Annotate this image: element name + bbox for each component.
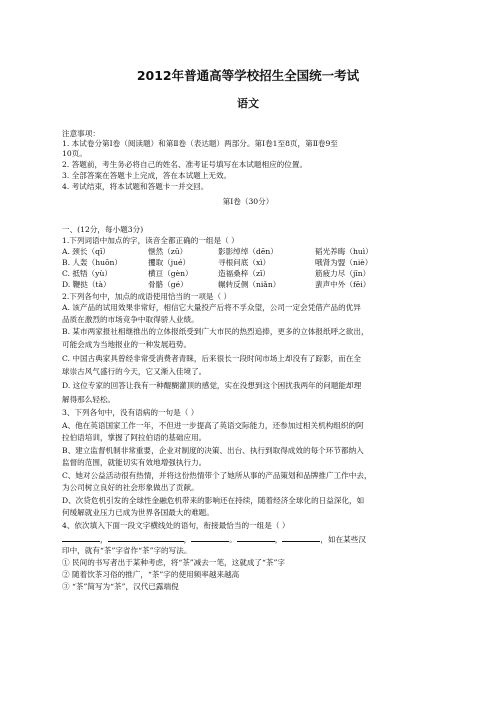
- answer-blank: [146, 533, 184, 542]
- q4-line: 印中，就有“茶”字省作“茶”字的写法。: [62, 546, 192, 555]
- q1-option-d: D. 鞭挞（tà）: [62, 280, 111, 289]
- q4-line: ② 随着饮茶习俗的推广，“茶”字的使用频率越来越高: [62, 570, 240, 579]
- q2-line: A. 该产品的试用效果非常好，相信它大量投产后将不孚众望，公司一定会凭借产品的优异: [62, 303, 361, 312]
- q3-line: A、他在英语国家工作一年，不但进一步提高了英语交际能力，还参加过相关机构组织的阿: [62, 421, 364, 430]
- subject-title: 语文: [237, 97, 259, 110]
- q2-line: D. 这位专家的回答让我有一种醍醐灌顶的感觉，实在没想到这个困扰我两年的问题能却理: [62, 381, 362, 390]
- question-2-stem: 2.下列各句中，加点的成语使用恰当的一项是（ ）: [62, 292, 232, 301]
- q4-blank-tail: ，如在某些汉: [320, 535, 366, 544]
- note-item: 2. 答题前，考生务必将自己的姓名、准考证号填写在本试题相应的位置。: [62, 160, 308, 169]
- answer-blank: [191, 533, 229, 542]
- q1-option-b-4: 哦肾为盟（niè）: [315, 258, 373, 267]
- answer-blank: [237, 533, 275, 542]
- note-item: 3. 全部答案在答题卡上完成，答在本试题上无效。: [62, 171, 232, 180]
- q3-line: 拉伯语培训，掌握了阿拉伯语的基础应用。: [62, 433, 207, 442]
- q2-line: C. 中国古典家具曾经非常受消费者青睐，后来很长一段时间市场上却没有了踪影，而在全: [62, 354, 361, 363]
- question-4-stem: 4、依次填入下面一段文字横线处的语句，衔接最恰当的一组是（ ）: [62, 521, 290, 530]
- q1-option-b-2: 攫取（jué）: [148, 258, 191, 267]
- q2-line: 球崇古风气盛行的今天，它又渐入佳境了。: [62, 367, 207, 376]
- q1-option-a: A. 颈长（qǐ）: [62, 247, 110, 256]
- q3-line: C、她对公益活动很有热情，并将这份热情带个了她所从事的产品策划和品牌推广工作中去，: [62, 471, 372, 480]
- question-1-stem: 1.下列词语中加点的字，读音全都正确的一组是（ ）: [62, 236, 239, 245]
- notes-heading: 注意事项：: [62, 129, 100, 138]
- answer-blank: [108, 533, 146, 542]
- section-heading: 第Ⅰ卷（30分）: [222, 197, 274, 206]
- q3-line: 为公司树立良好的社会形象做出了贡献。: [62, 483, 199, 492]
- exam-title: 2012年普通高等学校招生全国统一考试: [136, 68, 360, 83]
- q1-option-b: B. 人轰（huōn）: [62, 258, 123, 267]
- q1-option-a-2: 惬然（zū）: [148, 247, 188, 256]
- question-3-stem: 3、下列各句中，没有语病的一句是（ ）: [62, 408, 199, 417]
- note-item: 1. 本试卷分第Ⅰ卷（阅读题）和第Ⅱ卷（表达题）两部分。第Ⅰ卷1至8页，第Ⅱ卷9至: [62, 139, 338, 148]
- q2-line: 解得那么轻松。: [62, 395, 116, 404]
- q1-option-b-3: 寻根问底（xì）: [218, 258, 271, 267]
- note-item: 4. 考试结束，将本试题和答题卡一并交回。: [62, 182, 209, 191]
- answer-blank: [62, 533, 100, 542]
- q2-line: B. 某市两家报社相继推出的立体报纸受到广大市民的热烈追捧，更多的立体报纸呼之欲出，: [62, 327, 369, 336]
- q3-line: 监督的范围，就能切实有效地增强执行力。: [62, 458, 207, 467]
- q1-option-c-3: 造福桑梓（zǐ）: [218, 269, 270, 278]
- q2-line: 品质在激烈的市场竞争中取得骄人业绩。: [62, 315, 199, 324]
- q1-option-a-4: 韬光养晦（huì）: [315, 247, 373, 256]
- q3-line: D、次贷危机引发的全球性金融危机带来的影响还在持续，随着经济全球化的日益深化，如: [62, 496, 365, 505]
- q4-blanks-line: ， ， 。 ， ，如在某些汉: [62, 533, 442, 545]
- q4-line: ③ “茶”简写为“茶”，汉代已露端倪: [62, 582, 179, 591]
- q1-option-c-2: 横亘（gèn）: [148, 269, 193, 278]
- q3-line: B、建立监督机制非常重要，企业对制度的决策、出台、执行到取得成效的每个环节都纳入: [62, 446, 364, 455]
- note-item: 10页。: [62, 149, 87, 158]
- answer-blank: [282, 533, 320, 542]
- q4-line: ① 民间的书写者出于某种考虑，将“茶”减去一笔，这就成了“茶”字: [62, 558, 285, 567]
- part-heading: 一、(12分，每小题3分): [62, 225, 144, 234]
- q1-option-d-2: 骨骼（gé）: [148, 280, 188, 289]
- q1-option-a-3: 影影绰绰（dēn）: [218, 247, 278, 256]
- q1-option-c: C. 抵牾（yù）: [62, 269, 112, 278]
- q1-option-d-4: 蜚声中外（fēi）: [315, 280, 371, 289]
- q3-line: 何缓解就业压力已成为世界各国最大的难题。: [62, 508, 214, 517]
- q2-line: 可能会成为当地报业的一种发展趋势。: [62, 340, 192, 349]
- q1-option-d-3: 辗转反侧（niǎn）: [218, 280, 281, 289]
- q1-option-c-4: 筋疲力尽（jīn）: [315, 269, 371, 278]
